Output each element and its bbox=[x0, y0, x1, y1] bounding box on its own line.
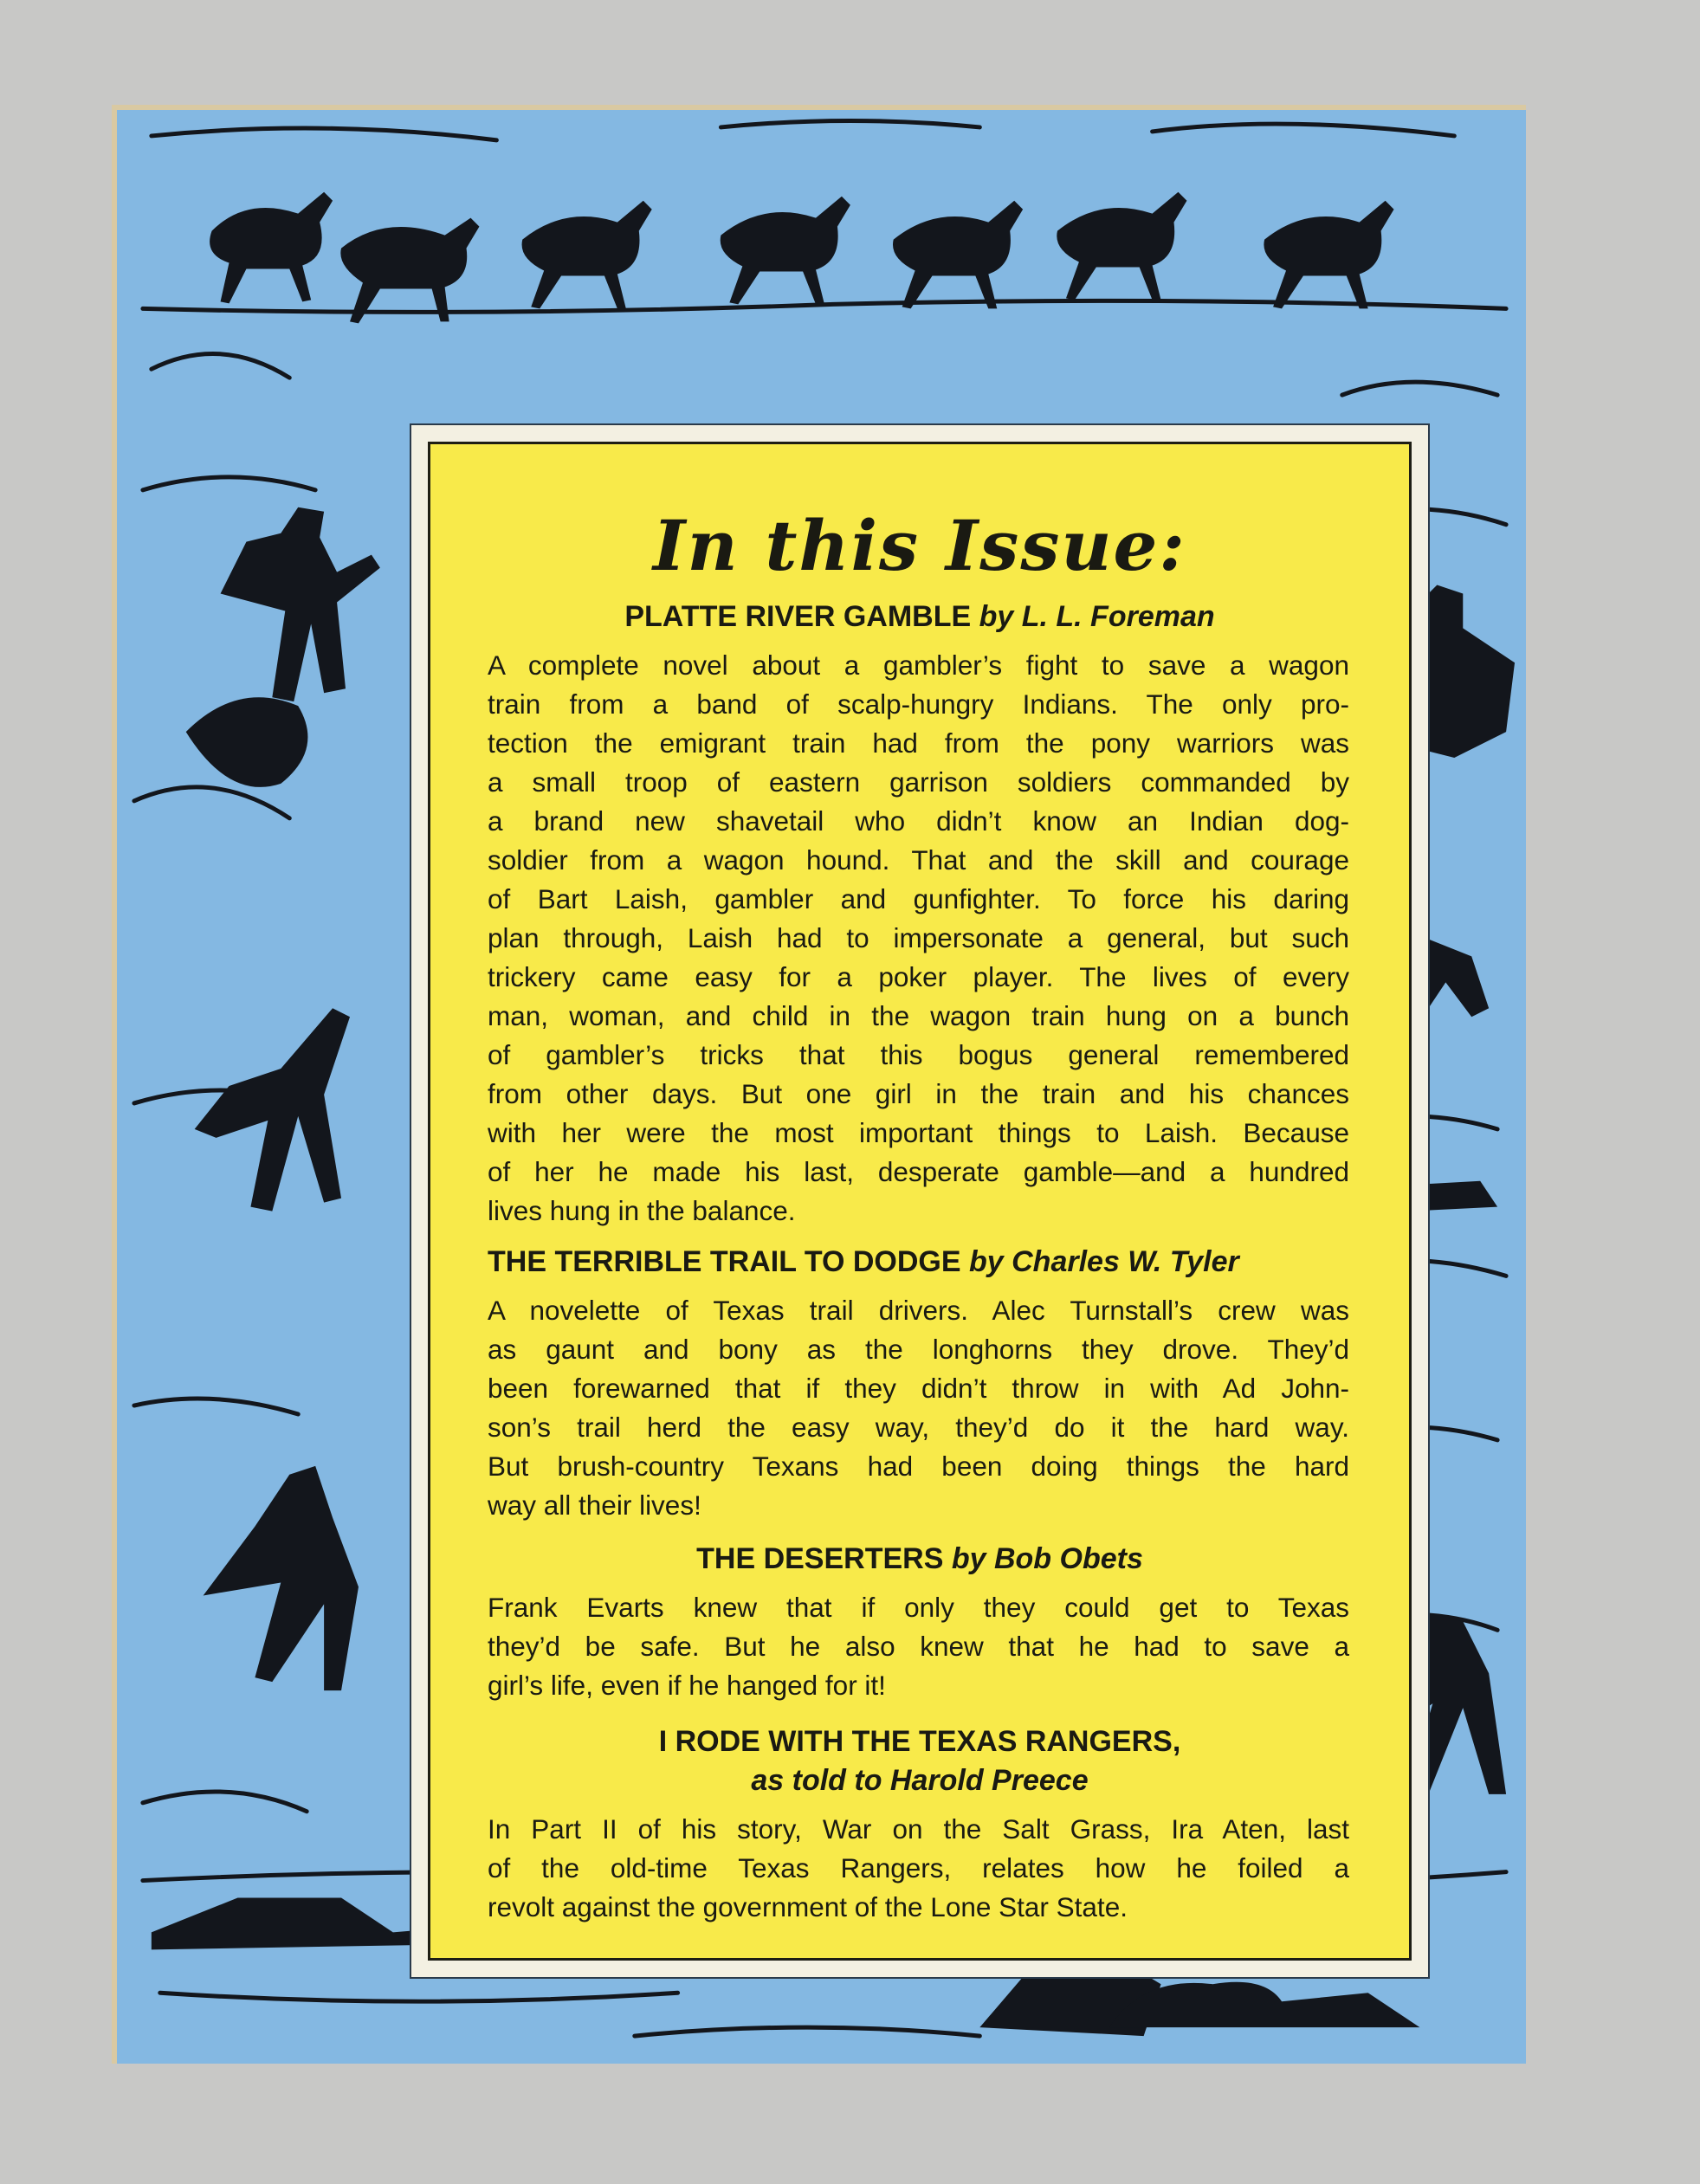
text-line: of Bart Laish, gambler and gunfighter. To force his daring bbox=[488, 883, 1349, 914]
story-heading bbox=[430, 1725, 1409, 1759]
text-line: with her were the most important things to Laish. Because bbox=[488, 1117, 1349, 1148]
story-description bbox=[488, 1810, 1349, 1927]
text-line: girl’s life, even if he hanged for it! bbox=[488, 1670, 886, 1701]
text-line: lives hung in the balance. bbox=[488, 1195, 796, 1226]
text-line: from other days. But one girl in the train and his chances bbox=[488, 1078, 1349, 1109]
text-line: son’s trail herd the easy way, they’d do it the hard way. bbox=[488, 1412, 1349, 1443]
text-line: of gambler’s tricks that this bogus general remembered bbox=[488, 1039, 1349, 1070]
story-heading bbox=[430, 600, 1409, 634]
story-heading bbox=[488, 1245, 1409, 1279]
text-line: tection the emigrant train had from the pony warriors was bbox=[488, 727, 1349, 759]
text-line: of the old-time Texas Rangers, relates how he foiled a bbox=[488, 1852, 1349, 1884]
magazine-back-cover bbox=[112, 105, 1526, 2064]
text-line: a small troop of eastern garrison soldiers commanded by bbox=[488, 766, 1349, 798]
story-description bbox=[488, 646, 1349, 1231]
text-line: plan through, Laish had to impersonate a general, but such bbox=[488, 922, 1349, 953]
cowboy-silhouette bbox=[186, 507, 380, 1690]
story-author: by Bob Obets bbox=[951, 1542, 1143, 1575]
text-line: man, woman, and child in the wagon train hung on a bunch bbox=[488, 1000, 1349, 1031]
text-line: been forewarned that if they didn’t throw in with Ad John- bbox=[488, 1373, 1349, 1404]
text-line: a brand new shavetail who didn’t know an Indian dog- bbox=[488, 805, 1349, 837]
contents-panel bbox=[428, 442, 1412, 1961]
story-title: THE TERRIBLE TRAIL TO DODGE bbox=[488, 1245, 961, 1278]
text-line: as gaunt and bony as the longhorns they drove. They’d bbox=[488, 1334, 1349, 1365]
text-line: train from a band of scalp-hungry Indians. The only pro- bbox=[488, 688, 1349, 720]
text-line: A novelette of Texas trail drivers. Alec Turnstall’s crew was bbox=[488, 1295, 1349, 1326]
text-line: A complete novel about a gambler’s fight to save a wagon bbox=[488, 649, 1349, 681]
story-title: I RODE WITH THE TEXAS RANGERS, bbox=[658, 1725, 1181, 1758]
issue-title: In this Issue: bbox=[653, 505, 1186, 586]
text-line: But brush-country Texans had been doing things the hard bbox=[488, 1451, 1349, 1482]
text-line: Frank Evarts knew that if only they could get to Texas bbox=[488, 1592, 1349, 1623]
story-author: as told to Harold Preece bbox=[751, 1764, 1089, 1797]
story-author: by Charles W. Tyler bbox=[969, 1245, 1239, 1278]
text-line: way all their lives! bbox=[488, 1489, 701, 1521]
text-line: they’d be safe. But he also knew that he had to save a bbox=[488, 1631, 1349, 1662]
text-line: revolt against the government of the Lone Star State. bbox=[488, 1891, 1128, 1922]
story-author: by L. L. Foreman bbox=[979, 600, 1215, 633]
contents-frame bbox=[410, 423, 1430, 1979]
story-title: THE DESERTERS bbox=[696, 1542, 944, 1575]
story-description bbox=[488, 1588, 1349, 1705]
story-description bbox=[488, 1291, 1349, 1525]
text-line: In Part II of his story, War on the Salt Grass, Ira Aten, last bbox=[488, 1813, 1349, 1845]
text-line: soldier from a wagon hound. That and the skill and courage bbox=[488, 844, 1349, 876]
story-heading bbox=[430, 1542, 1409, 1576]
story-byline bbox=[430, 1764, 1409, 1798]
story-title: PLATTE RIVER GAMBLE bbox=[624, 600, 972, 633]
text-line: of her he made his last, desperate gamble—and a hundred bbox=[488, 1156, 1349, 1187]
text-line: trickery came easy for a poker player. The lives of every bbox=[488, 961, 1349, 992]
